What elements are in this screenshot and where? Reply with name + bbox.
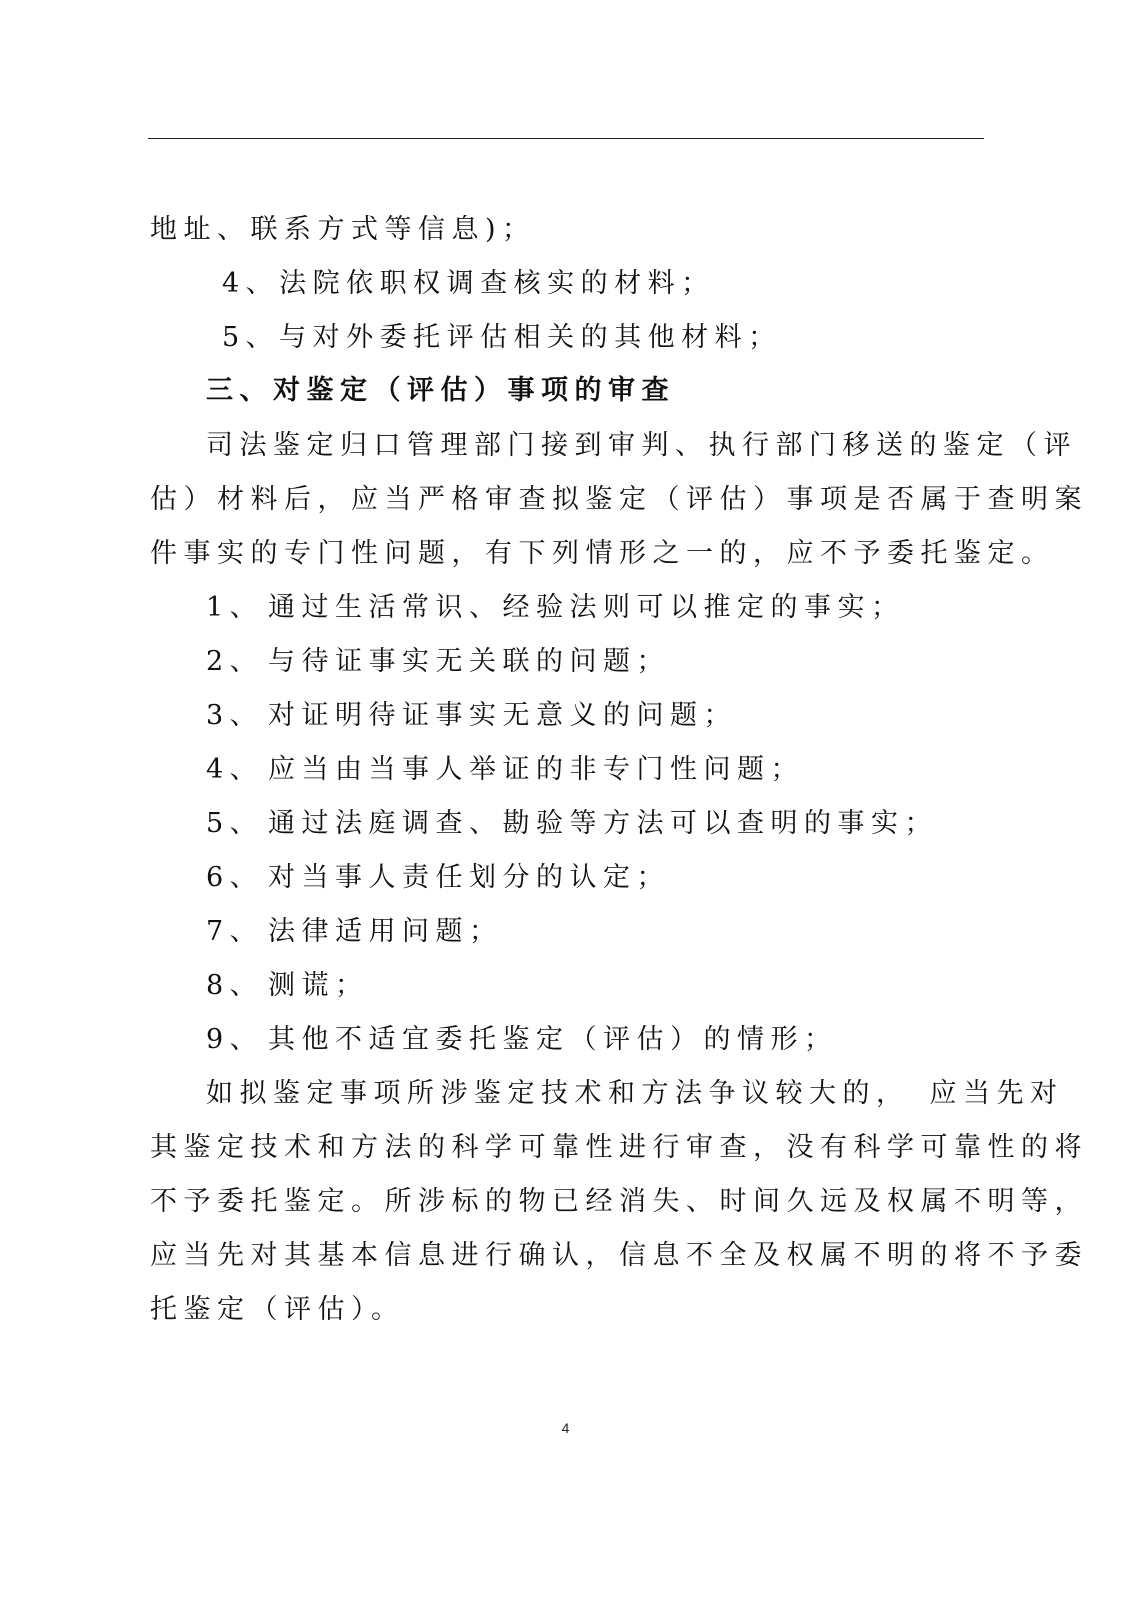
paragraph-line: 托鉴定（评估）。 <box>150 1294 405 1325</box>
list-text: 通过生活常识、经验法则可以推定的事实； <box>268 592 905 623</box>
list-item <box>206 916 503 948</box>
list-item <box>206 754 804 786</box>
list-number: 6、 <box>206 862 264 893</box>
list-item <box>206 808 938 840</box>
list-text: 测谎； <box>268 970 369 1001</box>
section-heading: 三、对鉴定（评估）事项的审查 <box>206 375 675 406</box>
list-text: 应当由当事人举证的非专门性问题； <box>268 754 804 785</box>
paragraph-line: 司法鉴定归口管理部门接到审判、执行部门移送的鉴定（评 <box>206 430 1077 461</box>
page-number: 4 <box>561 1420 570 1436</box>
list-number: 2、 <box>206 646 264 677</box>
paragraph-line: 如拟鉴定事项所涉鉴定技术和方法争议较大的， 应当先对 <box>206 1078 1064 1109</box>
list-text: 对当事人责任划分的认定； <box>268 862 670 893</box>
material-item-4: 4、法院依职权调查核实的材料； <box>222 268 715 299</box>
paragraph-line: 件事实的专门性问题，有下列情形之一的，应不予委托鉴定。 <box>150 538 1055 569</box>
continued-line: 地址、联系方式等信息)； <box>150 214 536 245</box>
list-number: 1、 <box>206 592 264 623</box>
list-text: 法律适用问题； <box>268 916 503 947</box>
list-item <box>206 646 670 678</box>
paragraph-line: 不予委托鉴定。所涉标的物已经消失、时间久远及权属不明等， <box>150 1186 1088 1217</box>
list-number: 5、 <box>206 808 264 839</box>
list-text: 通过法庭调查、勘验等方法可以查明的事实； <box>268 808 938 839</box>
list-number: 3、 <box>206 700 264 731</box>
header-rule <box>148 138 984 139</box>
list-text: 对证明待证事实无意义的问题； <box>268 700 737 731</box>
list-item <box>206 592 905 624</box>
list-item <box>206 970 369 1002</box>
list-number: 7、 <box>206 916 264 947</box>
list-number: 9、 <box>206 1024 264 1055</box>
paragraph-line: 应当先对其基本信息进行确认，信息不全及权属不明的将不予委 <box>150 1240 1088 1271</box>
list-number: 4、 <box>206 754 264 785</box>
list-item <box>206 862 670 894</box>
list-item <box>206 1024 838 1056</box>
material-item-5: 5、与对外委托评估相关的其他材料； <box>222 322 782 353</box>
paragraph-line: 估）材料后，应当严格审查拟鉴定（评估）事项是否属于查明案 <box>150 484 1088 515</box>
list-text: 其他不适宜委托鉴定（评估）的情形； <box>268 1024 838 1055</box>
list-text: 与待证事实无关联的问题； <box>268 646 670 677</box>
paragraph-line: 其鉴定技术和方法的科学可靠性进行审查，没有科学可靠性的将 <box>150 1132 1088 1163</box>
list-item <box>206 700 737 732</box>
list-number: 8、 <box>206 970 264 1001</box>
